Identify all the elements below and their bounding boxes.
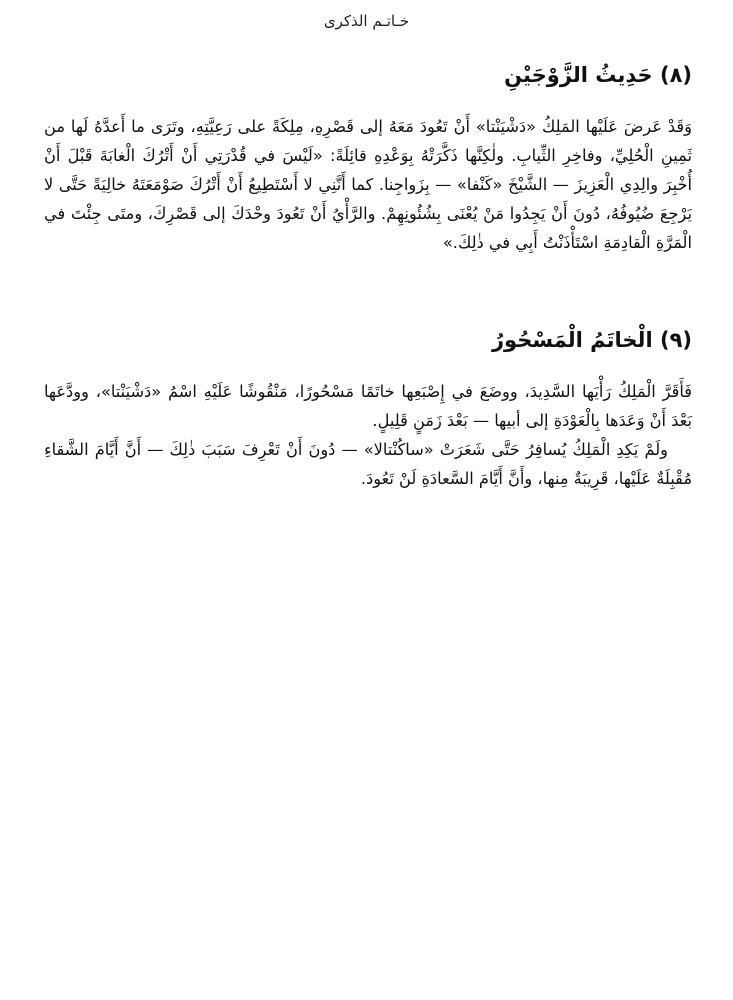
paragraph: فَأَقَرَّ الْمَلِكُ رَأْيَها السَّدِيدَ، ووضَعَ في إِصْبَعِها خاتَمًا مَسْحُورًا، مَنْقُوشًا عَلَيْهِ اسْمُ «دَشْيَنْتا»، وودَّعَها بَعْدَ أَنْ وَعَدَها بِالْعَوْدَةِ إلى أبيها — بَعْدَ زَمَنٍ قَلِيلٍ. — [44, 382, 692, 430]
paragraph: ولَمْ يَكِدِ الْمَلِكُ يُسافِرُ حَتَّى شَعَرَتْ «ساكُنْتالا» — دُونَ أَنْ تَعْرِفَ سَبَبَ ذٰلِكَ — أَنَّ أَيَّامَ الشَّقاءِ مُقْبِلَةٌ عَلَيْها، قَرِيبَةٌ مِنها، وأَنَّ أَيَّامَ السَّعادَةِ لَنْ تَعُودَ. — [44, 440, 692, 488]
paragraph: وَقَدْ عَرضَ عَلَيْها المَلِكُ «دَشْيَنْتا» أَنْ تَعُودَ مَعَهُ إلى قَصْرِهِ، مِلِكَةً على رَعِيَّتِهِ، وتَرَى ما أَعدَّهُ لَها من ثَمِينِ الْحُلِيِّ، وفاخِرِ الثِّيابِ. ولٰكِنَّها ذَكَّرَتْهُ بِوَعْدِهِ قائِلَةً: «لَيْسَ في قُدْرَتِي أَنْ أَتْرُكَ الْغابَةَ قَبْلَ أَنْ أُخْبِرَ والِدِي الْعَزِيزَ — الشَّيْخَ «كَنْفا» — بِزَواجِنا. كما أَنَّنِي لا أَسْتَطِيعُ أَنْ أَتْرُكَ صَوْمَعَتَهُ خالِيَةً حَتَّى لا يَرْجِعَ ضُيُوفُهُ، دُونَ أَنْ يَجِدُوا مَنْ يُعْنَى بِشُئُونِهِمْ. والرَّأْيُ أَنْ تَعُودَ وحْدَكَ إلى قَصْرِكَ، ومتَى جِئْتَ في الْمَرَّةِ الْقادِمَةِ اسْتَأْذَنْتُ أَبِي في ذٰلِكَ.» — [44, 117, 692, 252]
section-8 — [44, 60, 692, 257]
section-9 — [44, 325, 692, 493]
section-title: (٩) الْخاتَمُ الْمَسْحُورُ — [491, 328, 692, 352]
running-header: خـاتـم الذكرى — [323, 12, 410, 30]
section-title: (٨) حَدِيثُ الزَّوْجَيْنِ — [504, 63, 692, 87]
